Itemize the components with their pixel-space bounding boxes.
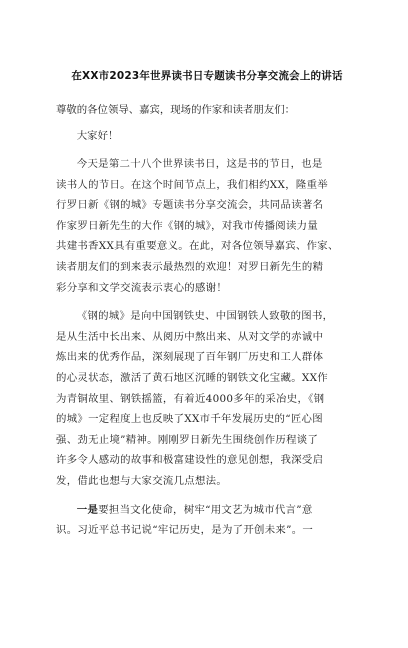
paragraph-line: 的心灵状态，激活了黄石地区沉睡的钢铁文化宝藏。XX作 — [56, 371, 328, 384]
greeting: 大家好！ — [76, 130, 119, 142]
paragraph-line: 共建书香XX具有重要意义。在此，对各位领导嘉宾、作家、 — [56, 240, 339, 253]
paragraph-line: 读书人的节日。在这个时间节点上，我们相约XX，隆重举 — [56, 178, 328, 191]
paragraph-line: 今天是第二十八个世界读书日，这是书的节日，也是 — [76, 158, 323, 170]
paragraph-lead: 一是 — [76, 503, 99, 516]
paragraph-1 — [56, 154, 358, 298]
paragraph-line: 强、劲无止境”精神。刚刚罗日新先生围绕创作历程谈了 — [56, 433, 319, 446]
paragraph-line — [56, 500, 358, 521]
paragraph-3 — [56, 500, 358, 541]
paragraph-line: 发，借此也想与大家交流几点想法。 — [56, 474, 228, 487]
paragraph-line: 的城》一定程度上也反映了XX市千年发展历史的“匠心图 — [56, 413, 323, 426]
paragraph-line: 作家罗日新先生的大作《钢的城》，对我市传播阅读力量 — [56, 219, 319, 232]
salutation: 尊敬的各位领导、嘉宾，现场的作家和读者朋友们： — [56, 104, 295, 116]
paragraph-line: 炼出来的优秀作品，深刻展现了百年钢厂历史和工人群体 — [56, 351, 324, 364]
paragraph-line: 为青铜故里、钢铁摇篮，有着近4000多年的采冶史，《钢 — [56, 392, 325, 405]
paragraph-line: 读者朋友们的到来表示最热烈的欢迎！对罗日新先生的精 — [56, 260, 324, 273]
paragraph-line: 识。习近平总书记说“牢记历史，是为了开创未来”。一 — [56, 524, 314, 537]
paragraph-line: 彩分享和文学交流表示衷心的感谢！ — [56, 281, 228, 294]
paragraph-line: 《钢的城》是向中国钢铁史、中国钢铁人致敬的图书， — [76, 310, 334, 323]
paragraph-line: 是从生活中长出来、从阅历中熬出来、从对文学的赤诚中 — [56, 330, 324, 343]
paragraph-line: 行罗日新《钢的城》专题读书分享交流会，共同品读著名 — [56, 199, 324, 212]
document-page — [0, 68, 408, 648]
paragraph-2 — [56, 306, 358, 491]
paragraph-line: 许多令人感动的故事和极富建设性的意见创想，我深受启 — [56, 454, 324, 467]
document-title: 在XX市2023年世界读书日专题读书分享交流会上的讲话 — [71, 70, 343, 82]
paragraph-line-text: 要担当文化使命，树牢“用文艺为城市代言”意 — [98, 503, 313, 516]
